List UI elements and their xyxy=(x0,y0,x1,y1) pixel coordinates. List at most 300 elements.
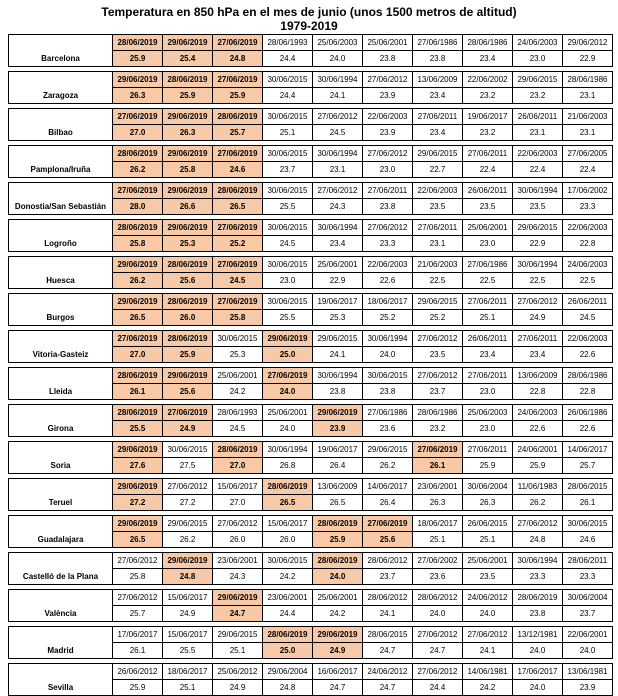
temperature-cell: 24.2 xyxy=(313,606,363,622)
temperature-cell: 23.5 xyxy=(413,199,463,215)
date-cell: 28/06/2019 xyxy=(213,442,263,458)
temperature-cell: 26.0 xyxy=(263,532,313,548)
temperature-cell: 27.2 xyxy=(113,495,163,511)
date-cell: 25/06/2001 xyxy=(313,257,363,273)
date-cell: 24/06/2003 xyxy=(513,405,563,421)
date-cell: 23/06/2001 xyxy=(413,479,463,495)
date-cell: 27/06/2011 xyxy=(513,331,563,347)
temperature-cell: 24.7 xyxy=(363,680,413,696)
temperature-cell: 25.0 xyxy=(263,347,313,363)
station-name: Zaragoza xyxy=(9,72,113,104)
temperature-cell: 25.2 xyxy=(413,310,463,326)
temperature-cell: 23.2 xyxy=(463,125,513,141)
date-cell: 30/06/2004 xyxy=(463,479,513,495)
station-name: Burgos xyxy=(9,294,113,326)
temperature-cell: 24.8 xyxy=(213,51,263,67)
station-name: Pamplona/Iruña xyxy=(9,146,113,178)
date-cell: 27/06/2012 xyxy=(413,368,463,384)
station-name: Girona xyxy=(9,405,113,437)
temperature-cell: 23.2 xyxy=(413,421,463,437)
date-cell: 17/06/2017 xyxy=(513,664,563,680)
date-cell: 29/06/2019 xyxy=(163,368,213,384)
date-cell: 29/06/2015 xyxy=(163,516,213,532)
date-cell: 24/06/2003 xyxy=(563,257,613,273)
temperature-cell: 27.0 xyxy=(113,125,163,141)
date-cell: 27/06/2002 xyxy=(413,553,463,569)
temperature-cell: 23.5 xyxy=(463,569,513,585)
station-date-row xyxy=(9,35,613,51)
date-cell: 27/06/2012 xyxy=(363,220,413,236)
temperature-cell: 23.7 xyxy=(563,606,613,622)
page-title: Temperatura en 850 hPa en el mes de junio (unos 1500 metros de altitud) xyxy=(101,5,517,19)
date-cell: 27/06/2012 xyxy=(163,479,213,495)
date-cell: 22/06/2003 xyxy=(513,146,563,162)
date-cell: 22/06/2001 xyxy=(563,627,613,643)
temperature-cell: 24.0 xyxy=(563,643,613,659)
temperature-cell: 22.7 xyxy=(413,162,463,178)
station-name: Barcelona xyxy=(9,35,113,67)
temperature-cell: 25.3 xyxy=(163,236,213,252)
temperature-cell: 22.9 xyxy=(563,51,613,67)
station-date-row xyxy=(9,516,613,532)
temperature-cell: 25.1 xyxy=(213,643,263,659)
temperature-cell: 26.5 xyxy=(213,199,263,215)
temperature-cell: 24.5 xyxy=(213,421,263,437)
station-date-row xyxy=(9,442,613,458)
date-cell: 29/06/2015 xyxy=(213,627,263,643)
date-cell: 29/06/2015 xyxy=(363,442,413,458)
date-cell: 28/06/1993 xyxy=(263,35,313,51)
temperature-cell: 23.4 xyxy=(463,347,513,363)
temperature-cell: 23.0 xyxy=(463,236,513,252)
date-cell: 23/06/2001 xyxy=(263,590,313,606)
temperature-cell: 24.1 xyxy=(363,606,413,622)
temperature-cell: 23.7 xyxy=(363,569,413,585)
temperature-cell: 24.5 xyxy=(563,310,613,326)
date-cell: 27/06/2012 xyxy=(463,627,513,643)
temperature-cell: 23.0 xyxy=(513,51,563,67)
temperature-cell: 26.1 xyxy=(413,458,463,474)
date-cell: 29/06/2019 xyxy=(163,220,213,236)
temperature-cell: 23.8 xyxy=(363,51,413,67)
date-cell: 28/06/1986 xyxy=(413,405,463,421)
temperature-cell: 23.0 xyxy=(463,421,513,437)
date-cell: 27/06/2012 xyxy=(413,627,463,643)
date-cell: 27/06/2012 xyxy=(113,553,163,569)
temperature-cell: 23.6 xyxy=(413,569,463,585)
date-cell: 27/06/2012 xyxy=(213,516,263,532)
station-name: Castelló de la Plana xyxy=(9,553,113,585)
temperature-cell: 25.9 xyxy=(163,347,213,363)
date-cell: 27/06/2011 xyxy=(463,294,513,310)
date-cell: 30/06/1994 xyxy=(313,368,363,384)
date-cell: 13/06/2009 xyxy=(313,479,363,495)
date-cell: 28/06/2011 xyxy=(563,553,613,569)
temperature-cell: 26.1 xyxy=(563,495,613,511)
date-cell: 30/06/1994 xyxy=(513,257,563,273)
temperature-cell: 22.8 xyxy=(563,384,613,400)
temperature-cell: 22.4 xyxy=(563,162,613,178)
temperature-cell: 25.9 xyxy=(463,458,513,474)
temperature-cell: 23.8 xyxy=(363,384,413,400)
temperature-cell: 27.0 xyxy=(113,347,163,363)
temperature-cell: 25.1 xyxy=(463,532,513,548)
temperature-cell: 24.8 xyxy=(513,532,563,548)
date-cell: 27/06/2019 xyxy=(213,72,263,88)
date-cell: 28/06/2019 xyxy=(113,35,163,51)
temperature-cell: 23.3 xyxy=(563,569,613,585)
temperature-cell: 26.5 xyxy=(313,495,363,511)
temperature-cell: 23.3 xyxy=(363,236,413,252)
temperature-cell: 25.1 xyxy=(413,532,463,548)
station-date-row xyxy=(9,331,613,347)
date-cell: 27/06/2012 xyxy=(313,109,363,125)
date-cell: 25/06/2001 xyxy=(313,590,363,606)
temperature-cell: 23.0 xyxy=(463,384,513,400)
date-cell: 28/06/2019 xyxy=(313,516,363,532)
date-cell: 15/06/2017 xyxy=(163,627,213,643)
temperature-cell: 24.7 xyxy=(413,643,463,659)
temperature-cell: 26.6 xyxy=(163,199,213,215)
date-cell: 29/06/2019 xyxy=(113,479,163,495)
date-cell: 15/06/2017 xyxy=(213,479,263,495)
temperature-cell: 23.3 xyxy=(563,199,613,215)
temperature-cell: 26.1 xyxy=(113,643,163,659)
temperature-cell: 24.3 xyxy=(313,199,363,215)
temperature-cell: 26.2 xyxy=(163,532,213,548)
temperature-cell: 23.4 xyxy=(413,125,463,141)
date-cell: 30/06/2015 xyxy=(563,516,613,532)
temperature-cell: 26.5 xyxy=(113,310,163,326)
period-subtitle: 1979-2019 xyxy=(280,19,338,33)
temperature-cell: 23.8 xyxy=(513,606,563,622)
temperature-cell: 25.7 xyxy=(563,458,613,474)
temperature-cell: 25.9 xyxy=(213,88,263,104)
date-cell: 25/06/2012 xyxy=(213,664,263,680)
date-cell: 28/06/1986 xyxy=(463,35,513,51)
date-cell: 27/06/2019 xyxy=(213,35,263,51)
temperature-cell: 23.1 xyxy=(313,162,363,178)
date-cell: 30/06/1994 xyxy=(313,146,363,162)
temperature-cell: 24.7 xyxy=(313,680,363,696)
date-cell: 17/06/2002 xyxy=(563,183,613,199)
temperature-cell: 23.7 xyxy=(263,162,313,178)
date-cell: 28/06/1993 xyxy=(213,405,263,421)
temperature-cell: 25.3 xyxy=(213,347,263,363)
temperature-cell: 24.7 xyxy=(363,643,413,659)
temperature-cell: 24.0 xyxy=(513,680,563,696)
date-cell: 29/06/2015 xyxy=(513,72,563,88)
date-cell: 29/06/2019 xyxy=(163,553,213,569)
station-date-row xyxy=(9,257,613,273)
date-cell: 15/06/2017 xyxy=(163,590,213,606)
date-cell: 30/06/2015 xyxy=(163,442,213,458)
station-name: Vitoria-Gasteiz xyxy=(9,331,113,363)
temperature-cell: 26.4 xyxy=(313,458,363,474)
temperature-cell: 23.5 xyxy=(413,347,463,363)
date-cell: 27/06/1986 xyxy=(413,35,463,51)
date-cell: 13/12/1981 xyxy=(513,627,563,643)
temperature-cell: 22.4 xyxy=(513,162,563,178)
temperature-cell: 24.6 xyxy=(563,532,613,548)
temperature-cell: 27.6 xyxy=(113,458,163,474)
temperature-cell: 24.1 xyxy=(463,643,513,659)
date-cell: 19/06/2017 xyxy=(463,109,513,125)
date-cell: 26/06/2011 xyxy=(463,183,513,199)
temperature-cell: 25.3 xyxy=(313,310,363,326)
date-cell: 15/06/2017 xyxy=(263,516,313,532)
temperature-cell: 23.4 xyxy=(513,347,563,363)
station-name: Donostia/San Sebastián xyxy=(9,183,113,215)
temperature-cell: 24.9 xyxy=(213,680,263,696)
date-cell: 30/06/2015 xyxy=(263,109,313,125)
date-cell: 27/06/2019 xyxy=(113,331,163,347)
date-cell: 28/06/2019 xyxy=(113,146,163,162)
station-date-row xyxy=(9,627,613,643)
station-date-row xyxy=(9,146,613,162)
date-cell: 30/06/2015 xyxy=(213,331,263,347)
date-cell: 18/06/2017 xyxy=(363,294,413,310)
temperature-cell: 22.5 xyxy=(413,273,463,289)
temperature-table xyxy=(8,34,613,696)
date-cell: 27/06/2019 xyxy=(163,405,213,421)
date-cell: 27/06/2011 xyxy=(463,146,513,162)
date-cell: 26/06/2011 xyxy=(463,331,513,347)
temperature-cell: 23.9 xyxy=(313,421,363,437)
temperature-cell: 22.5 xyxy=(563,273,613,289)
temperature-cell: 23.1 xyxy=(563,88,613,104)
date-cell: 24/06/2001 xyxy=(513,442,563,458)
date-cell: 27/06/1986 xyxy=(463,257,513,273)
temperature-cell: 24.4 xyxy=(413,680,463,696)
date-cell: 29/06/2019 xyxy=(163,35,213,51)
date-cell: 28/06/2012 xyxy=(363,553,413,569)
date-cell: 30/06/2015 xyxy=(263,553,313,569)
date-cell: 25/06/2003 xyxy=(313,35,363,51)
temperature-cell: 24.5 xyxy=(213,273,263,289)
station-date-row xyxy=(9,590,613,606)
date-cell: 21/06/2003 xyxy=(563,109,613,125)
date-cell: 22/06/2002 xyxy=(463,72,513,88)
date-cell: 30/06/2015 xyxy=(263,220,313,236)
date-cell: 27/06/2019 xyxy=(263,368,313,384)
temperature-cell: 25.8 xyxy=(113,236,163,252)
temperature-cell: 24.0 xyxy=(263,384,313,400)
date-cell: 29/06/2015 xyxy=(413,146,463,162)
date-cell: 28/06/2019 xyxy=(113,405,163,421)
temperature-cell: 23.9 xyxy=(363,88,413,104)
temperature-cell: 26.0 xyxy=(163,310,213,326)
date-cell: 27/06/2011 xyxy=(463,442,513,458)
date-cell: 29/06/2019 xyxy=(113,72,163,88)
date-cell: 28/06/2019 xyxy=(113,220,163,236)
date-cell: 28/06/2019 xyxy=(313,553,363,569)
date-cell: 24/06/2012 xyxy=(463,590,513,606)
temperature-cell: 25.7 xyxy=(113,606,163,622)
date-cell: 29/06/2015 xyxy=(413,294,463,310)
date-cell: 29/06/2019 xyxy=(113,257,163,273)
date-cell: 28/06/2019 xyxy=(263,479,313,495)
date-cell: 27/06/2019 xyxy=(113,109,163,125)
temperature-cell: 24.0 xyxy=(313,51,363,67)
date-cell: 28/06/2012 xyxy=(413,590,463,606)
date-cell: 30/06/2015 xyxy=(263,183,313,199)
temperature-cell: 23.1 xyxy=(563,125,613,141)
date-cell: 26/06/2011 xyxy=(563,294,613,310)
temperature-cell: 22.5 xyxy=(513,273,563,289)
temperature-cell: 24.5 xyxy=(263,236,313,252)
date-cell: 29/06/2019 xyxy=(163,183,213,199)
temperature-cell: 24.2 xyxy=(213,384,263,400)
temperature-cell: 23.2 xyxy=(463,88,513,104)
date-cell: 28/06/2019 xyxy=(213,183,263,199)
temperature-cell: 24.2 xyxy=(463,680,513,696)
date-cell: 26/06/1986 xyxy=(563,405,613,421)
date-cell: 30/06/1994 xyxy=(363,331,413,347)
date-cell: 28/06/2019 xyxy=(163,257,213,273)
date-cell: 29/06/2019 xyxy=(313,405,363,421)
temperature-cell: 24.0 xyxy=(413,606,463,622)
temperature-cell: 27.2 xyxy=(163,495,213,511)
date-cell: 18/06/2017 xyxy=(163,664,213,680)
temperature-cell: 23.0 xyxy=(363,162,413,178)
date-cell: 27/06/2011 xyxy=(363,183,413,199)
date-cell: 28/06/2019 xyxy=(213,109,263,125)
date-cell: 17/06/2017 xyxy=(113,627,163,643)
temperature-cell: 22.4 xyxy=(463,162,513,178)
date-cell: 22/06/2003 xyxy=(363,257,413,273)
station-date-row xyxy=(9,405,613,421)
station-date-row xyxy=(9,553,613,569)
date-cell: 27/06/2019 xyxy=(213,220,263,236)
temperature-cell: 23.9 xyxy=(563,680,613,696)
date-cell: 13/06/2009 xyxy=(413,72,463,88)
temperature-cell: 22.6 xyxy=(363,273,413,289)
temperature-cell: 24.5 xyxy=(313,125,363,141)
date-cell: 25/06/2001 xyxy=(463,553,513,569)
date-cell: 29/06/2019 xyxy=(163,109,213,125)
temperature-cell: 25.5 xyxy=(263,310,313,326)
date-cell: 28/06/2015 xyxy=(563,479,613,495)
date-cell: 27/06/2011 xyxy=(413,220,463,236)
date-cell: 28/06/2019 xyxy=(263,627,313,643)
temperature-cell: 24.1 xyxy=(313,88,363,104)
temperature-cell: 23.6 xyxy=(363,421,413,437)
date-cell: 30/06/2015 xyxy=(263,72,313,88)
date-cell: 27/06/2011 xyxy=(413,109,463,125)
date-cell: 22/06/2003 xyxy=(563,220,613,236)
date-cell: 27/06/1986 xyxy=(363,405,413,421)
temperature-cell: 25.9 xyxy=(163,88,213,104)
date-cell: 29/06/2019 xyxy=(163,146,213,162)
temperature-cell: 26.3 xyxy=(463,495,513,511)
date-cell: 27/06/2012 xyxy=(313,183,363,199)
date-cell: 25/06/2001 xyxy=(263,405,313,421)
temperature-cell: 25.5 xyxy=(263,199,313,215)
temperature-cell: 27.0 xyxy=(213,495,263,511)
date-cell: 27/06/2012 xyxy=(413,664,463,680)
date-cell: 27/06/2012 xyxy=(513,516,563,532)
date-cell: 27/06/2019 xyxy=(413,442,463,458)
station-name: Bilbao xyxy=(9,109,113,141)
temperature-cell: 25.8 xyxy=(163,162,213,178)
date-cell: 14/06/2017 xyxy=(363,479,413,495)
temperature-cell: 26.2 xyxy=(113,273,163,289)
temperature-cell: 24.4 xyxy=(263,606,313,622)
temperature-cell: 23.8 xyxy=(363,199,413,215)
date-cell: 25/06/2003 xyxy=(463,405,513,421)
temperature-cell: 28.0 xyxy=(113,199,163,215)
date-cell: 30/06/1994 xyxy=(513,553,563,569)
temperature-cell: 25.5 xyxy=(163,643,213,659)
temperature-cell: 26.5 xyxy=(263,495,313,511)
temperature-cell: 25.9 xyxy=(113,51,163,67)
temperature-cell: 22.9 xyxy=(313,273,363,289)
date-cell: 30/06/2015 xyxy=(263,294,313,310)
temperature-cell: 26.4 xyxy=(363,495,413,511)
date-cell: 27/06/2019 xyxy=(363,516,413,532)
temperature-cell: 23.4 xyxy=(413,88,463,104)
temperature-cell: 26.2 xyxy=(513,495,563,511)
date-cell: 26/06/2011 xyxy=(513,109,563,125)
temperature-cell: 25.1 xyxy=(163,680,213,696)
date-cell: 27/06/2012 xyxy=(363,146,413,162)
temperature-cell: 24.9 xyxy=(163,421,213,437)
temperature-cell: 24.4 xyxy=(263,51,313,67)
date-cell: 30/06/1994 xyxy=(263,442,313,458)
date-cell: 11/06/1983 xyxy=(513,479,563,495)
date-cell: 25/06/2001 xyxy=(463,220,513,236)
temperature-cell: 24.9 xyxy=(163,606,213,622)
temperature-cell: 25.8 xyxy=(113,569,163,585)
station-date-row xyxy=(9,368,613,384)
date-cell: 29/06/2015 xyxy=(313,331,363,347)
date-cell: 27/06/2019 xyxy=(213,146,263,162)
temperature-cell: 27.0 xyxy=(213,458,263,474)
temperature-cell: 23.8 xyxy=(413,51,463,67)
temperature-cell: 25.2 xyxy=(213,236,263,252)
station-name: Teruel xyxy=(9,479,113,511)
date-cell: 14/06/2017 xyxy=(563,442,613,458)
date-cell: 25/06/2001 xyxy=(363,35,413,51)
date-cell: 29/06/2019 xyxy=(313,627,363,643)
temperature-cell: 24.9 xyxy=(313,643,363,659)
temperature-cell: 24.2 xyxy=(263,569,313,585)
date-cell: 25/06/2001 xyxy=(213,368,263,384)
temperature-cell: 26.2 xyxy=(363,458,413,474)
temperature-cell: 25.0 xyxy=(263,643,313,659)
date-cell: 18/06/2017 xyxy=(413,516,463,532)
date-cell: 30/06/2015 xyxy=(263,146,313,162)
temperature-cell: 25.5 xyxy=(113,421,163,437)
temperature-cell: 25.8 xyxy=(213,310,263,326)
temperature-cell: 25.1 xyxy=(263,125,313,141)
temperature-cell: 24.0 xyxy=(263,421,313,437)
date-cell: 29/06/2019 xyxy=(113,442,163,458)
temperature-cell: 23.0 xyxy=(263,273,313,289)
station-name: València xyxy=(9,590,113,622)
temperature-cell: 24.6 xyxy=(213,162,263,178)
date-cell: 28/06/1986 xyxy=(563,368,613,384)
temperature-cell: 22.9 xyxy=(513,236,563,252)
date-cell: 27/06/2012 xyxy=(363,72,413,88)
temperature-cell: 22.8 xyxy=(513,384,563,400)
temperature-cell: 25.9 xyxy=(313,532,363,548)
date-cell: 29/06/2019 xyxy=(263,331,313,347)
date-cell: 30/06/1994 xyxy=(313,220,363,236)
temperature-cell: 23.5 xyxy=(463,199,513,215)
date-cell: 27/06/2019 xyxy=(213,257,263,273)
